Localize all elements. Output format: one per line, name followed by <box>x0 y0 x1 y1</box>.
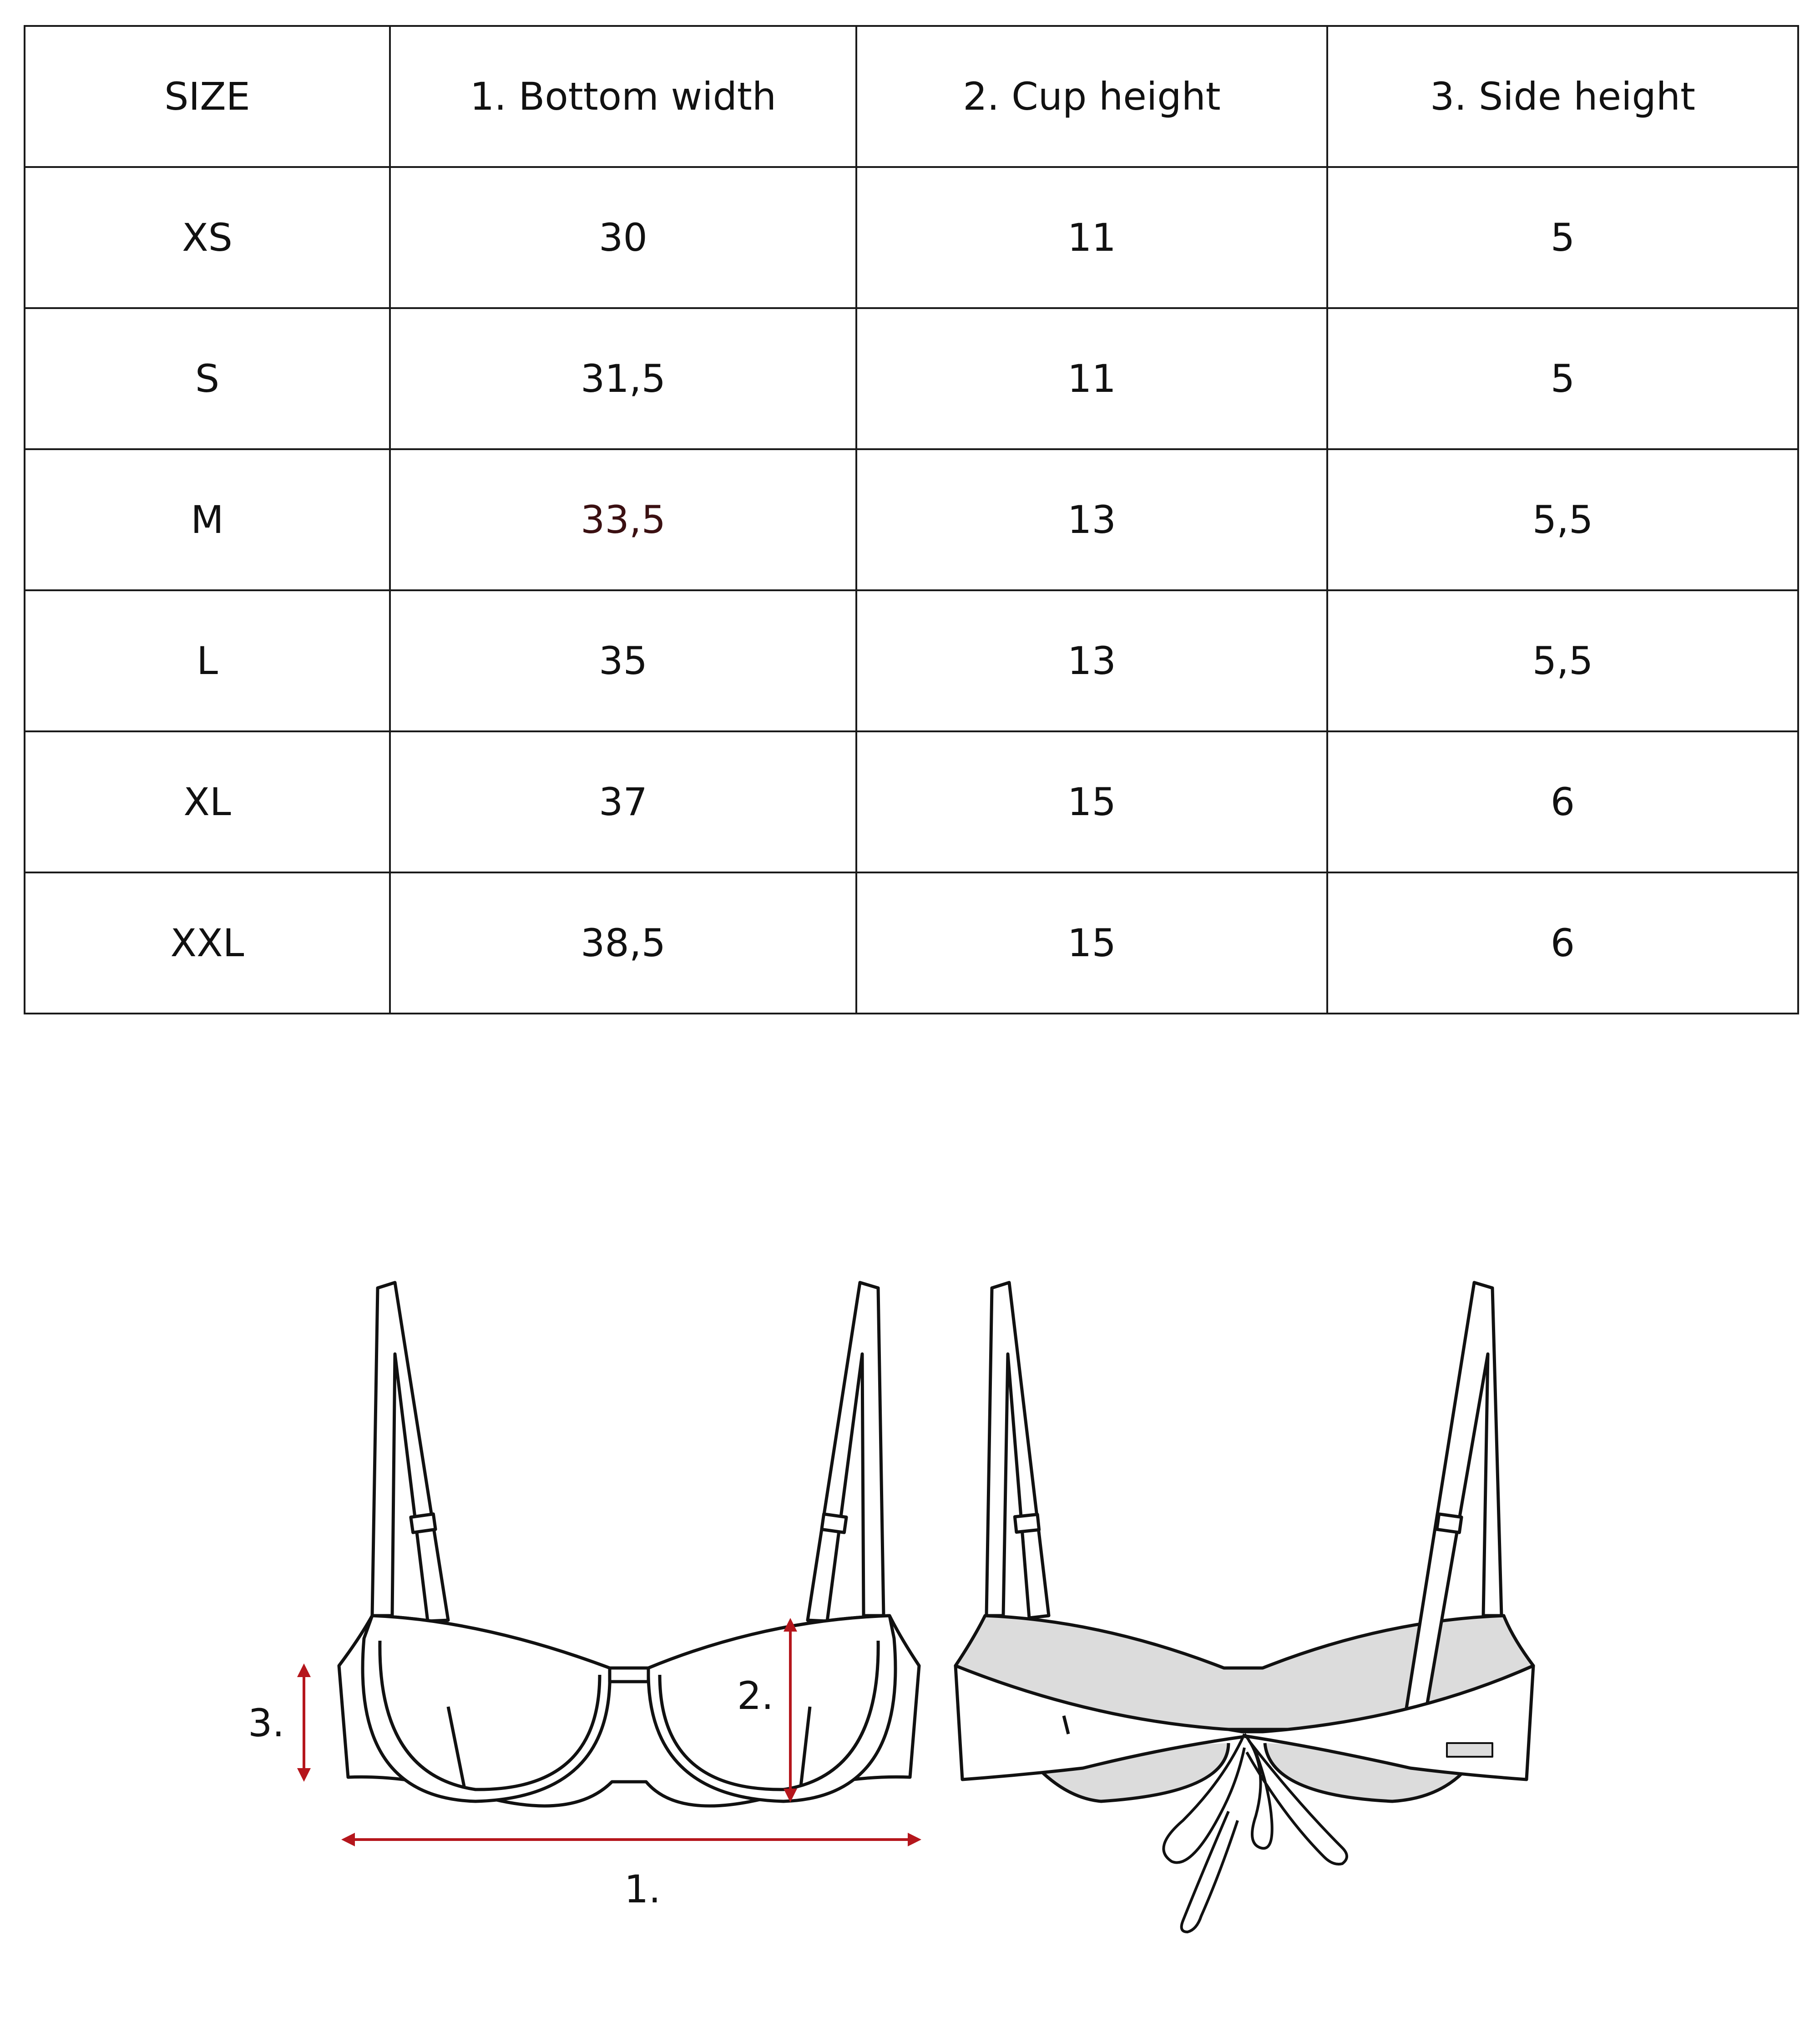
table-row <box>25 449 1798 590</box>
bottom-width-label: 1. <box>624 1867 661 1911</box>
header-side-height: 3. Side height <box>1327 26 1798 167</box>
cup-height-label: 2. <box>737 1673 774 1718</box>
measurement-diagram <box>0 1229 1820 1966</box>
side-height-cell: 5,5 <box>1327 449 1798 590</box>
bottom-width-cell: 33,5 <box>390 449 856 590</box>
size-chart-table <box>24 25 1799 1014</box>
cup-height-cell: 13 <box>856 590 1327 731</box>
table-row <box>25 167 1798 308</box>
back-left-strap <box>986 1283 1049 1618</box>
right-strap <box>808 1283 884 1621</box>
cup-height-cell: 11 <box>856 308 1327 449</box>
side-height-label: 3. <box>248 1701 285 1745</box>
header-size: SIZE <box>25 26 390 167</box>
left-strap <box>372 1283 448 1621</box>
size-cell: L <box>25 590 390 731</box>
bra-illustration <box>0 1229 1820 1966</box>
side-height-cell: 5,5 <box>1327 590 1798 731</box>
cup-height-cell: 15 <box>856 872 1327 1014</box>
bottom-width-cell: 31,5 <box>390 308 856 449</box>
size-cell: XXL <box>25 872 390 1014</box>
header-bottom-width: 1. Bottom width <box>390 26 856 167</box>
cup-height-cell: 11 <box>856 167 1327 308</box>
table-row <box>25 308 1798 449</box>
cup-height-cell: 13 <box>856 449 1327 590</box>
header-cup-height: 2. Cup height <box>856 26 1327 167</box>
size-cell: XS <box>25 167 390 308</box>
table-row <box>25 731 1798 872</box>
side-height-cell: 5 <box>1327 308 1798 449</box>
bottom-width-cell: 35 <box>390 590 856 731</box>
bra-front-view <box>339 1283 919 1806</box>
bra-back-view <box>956 1283 1533 1932</box>
table-row <box>25 872 1798 1014</box>
cup-height-cell: 15 <box>856 731 1327 872</box>
bottom-width-cell: 38,5 <box>390 872 856 1014</box>
side-height-cell: 6 <box>1327 731 1798 872</box>
table-header-row <box>25 26 1798 167</box>
size-cell: M <box>25 449 390 590</box>
side-height-cell: 5 <box>1327 167 1798 308</box>
table-row <box>25 590 1798 731</box>
size-cell: XL <box>25 731 390 872</box>
label-tag <box>1447 1743 1492 1757</box>
right-strap-slider <box>822 1514 846 1533</box>
bottom-width-cell: 37 <box>390 731 856 872</box>
left-strap-slider <box>411 1514 435 1533</box>
size-cell: S <box>25 308 390 449</box>
side-height-cell: 6 <box>1327 872 1798 1014</box>
bottom-width-cell: 30 <box>390 167 856 308</box>
